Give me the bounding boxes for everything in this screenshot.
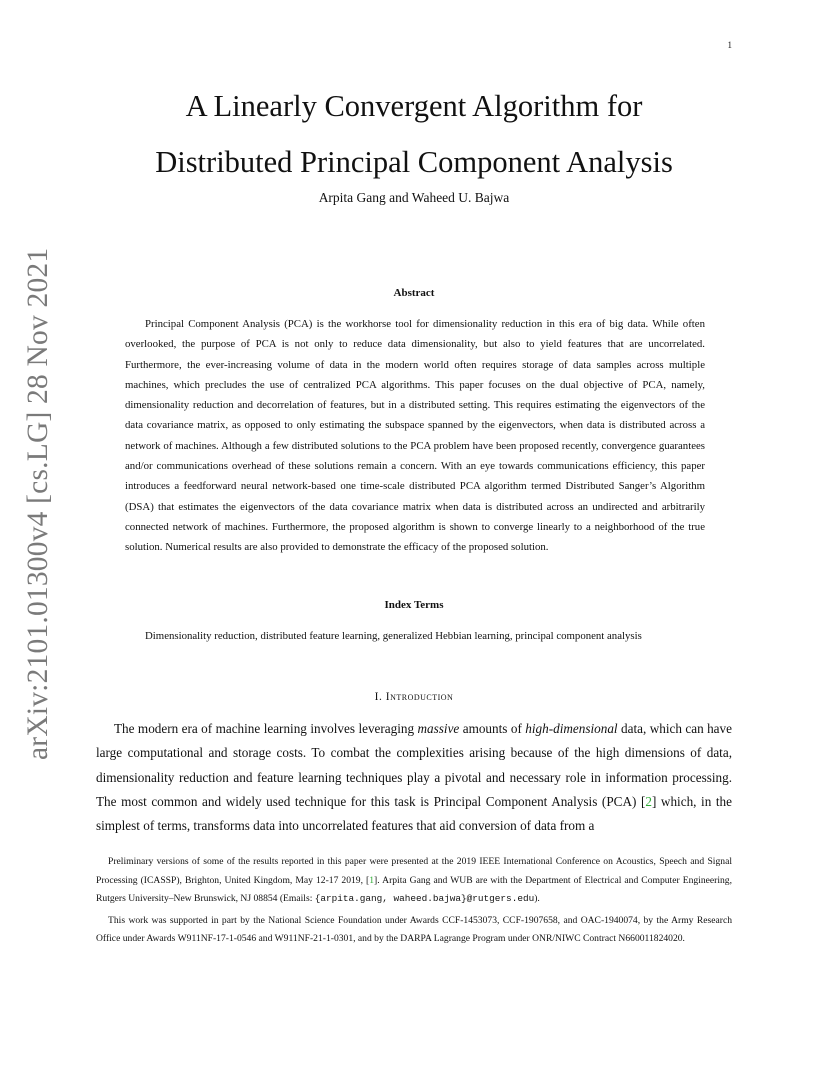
abstract-heading: Abstract [393,287,435,299]
footnotes [96,853,732,949]
paper-title-line-2: Distributed Principal Component Analysis [155,145,673,179]
footnote-preliminary [96,853,732,909]
page-number: 1 [727,40,732,50]
intro-text-3: data, which can have large computational and storage costs. To combat the complexities arising because of the high dimensions of data, dimensionality reduction and feature learning techniques play a pivotal and necessary role in information processing. The most common and widely used technique for this task is Principal Component Analysis (PCA) [ [96,721,732,809]
citation-link-1[interactable]: 1 [369,874,375,886]
introduction-heading [96,691,732,703]
index-terms-heading: Index Terms [384,599,444,611]
paper-title [96,78,732,190]
footnote-1-text-2: ]. Arpita Gang and WUB are with the Department of Electrical and Computer Engineering, Rutgers University–New Brunswick, NJ 08854 (Emails: [96,874,732,904]
footnote-1-text-3: ). [534,893,540,904]
intro-emphasis-high-dimensional: high-dimensional [525,721,618,736]
author-list: Arpita Gang and Waheed U. Bajwa [318,190,510,205]
intro-text-4: ] which, in the simplest of terms, transforms data into uncorrelated features that aid conversion of data from a [96,793,732,834]
intro-text-2: amounts of [459,721,526,736]
citation-link-2[interactable]: 2 [645,793,652,809]
index-terms-body: Dimensionality reduction, distributed feature learning, generalized Hebbian learning, principal component analysis [145,630,642,642]
arxiv-identifier-stamp[interactable]: arXiv:2101.01300v4 [cs.LG] 28 Nov 2021 [22,247,54,760]
intro-text-1: The modern era of machine learning involves leveraging [114,721,418,736]
section-title: Introduction [385,691,454,703]
intro-emphasis-massive: massive [417,721,460,736]
paper-title-line-1: A Linearly Convergent Algorithm for [185,89,643,123]
section-number: I. [374,691,383,703]
introduction-paragraph [96,717,732,838]
abstract-body: Principal Component Analysis (PCA) is the workhorse tool for dimensionality reduction in this era of big data. While often overlooked, the purpose of PCA is not only to reduce data dimensionality, but also to yield features that are uncorrelated. Furthermore, the ever-increasing volume of data in the modern world often requires storage of data samples across multiple machines, which precludes the use of centralized PCA algorithms. This paper focuses on the dual objective of PCA, namely, dimensionality reduction and decorrelation of features, but in a distributed setting. This requires estimating the eigenvectors of the data covariance matrix, as opposed to only estimating the subspace spanned by the eigenvectors, when data is distributed across a network of machines. Although a few distributed solutions to the PCA problem have been proposed recently, convergence guarantees and/or communications overhead of these solutions remain a concern. With an eye towards communications efficiency, this paper introduces a feedforward neural network-based one time-scale distributed PCA algorithm termed Distributed Sanger’s Algorithm (DSA) that estimates the eigenvectors of the data covariance matrix when data is distributed across an undirected and arbitrarily connected network of machines. Furthermore, the proposed algorithm is shown to converge linearly to a neighborhood of the true solution. Numerical results are also provided to demonstrate the efficacy of the proposed solution. [125,318,705,554]
footnote-funding: This work was supported in part by the National Science Foundation under Awards CCF-1453073, CCF-1907658, and OAC-1940074, by the Army Research Office under Awards W911NF-17-1-0546 and W911NF-21-1-0301, and by the DARPA Lagrange Program under ONR/NIWC Contract N660011824020. [96,914,732,944]
footnote-1-text-1: Preliminary versions of some of the results reported in this paper were presented at the 2019 IEEE International Conference on Acoustics, Speech and Signal Processing (ICASSP), Brighton, United Kingdom, May 12-17 2019, [ [96,856,732,886]
author-emails: {arpita.gang, waheed.bajwa}@rutgers.edu [314,893,535,904]
